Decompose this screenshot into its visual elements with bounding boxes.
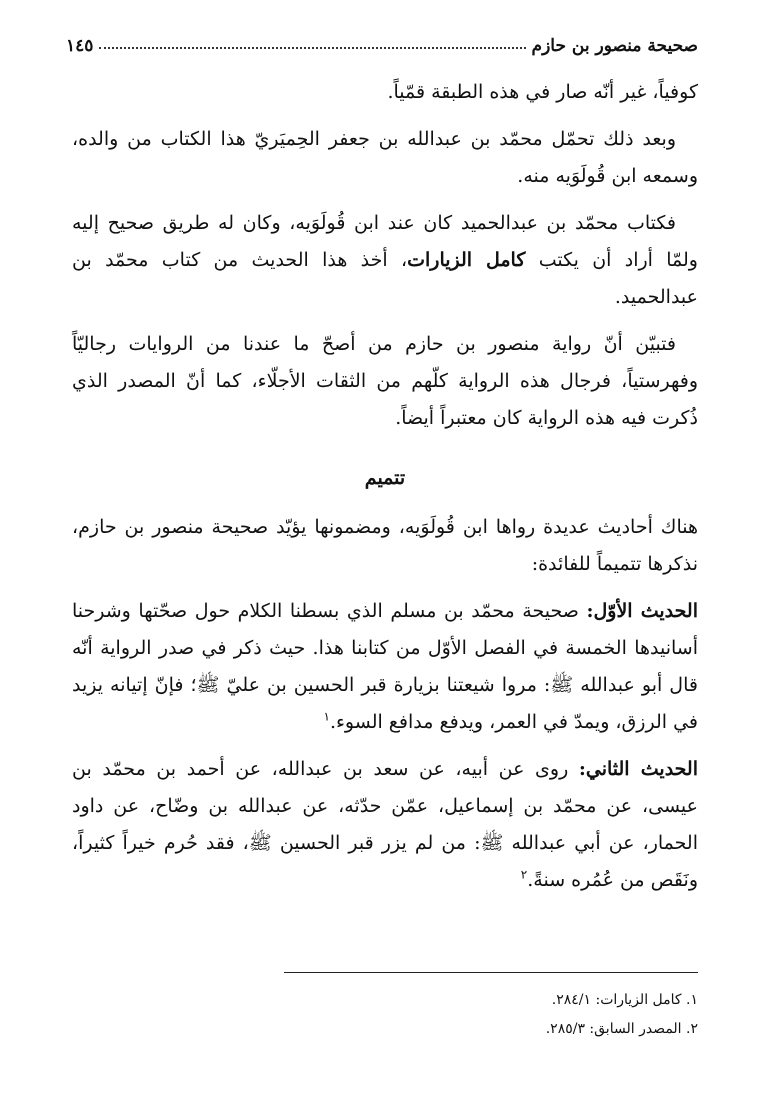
body-text [72,74,698,909]
paragraph-2: وبعد ذلك تحمّل محمّد بن عبدالله بن جعفر الحِميَريّ هذا الكتاب من والده، وسمعه ابن قُولَوَيه منه. [72,128,698,187]
header-dot-leader [99,47,525,49]
hadith-1-label: الحديث الأوّل: [586,600,698,622]
running-header [66,30,698,56]
header-title: صحيحة منصور بن حازم [531,36,698,56]
hadith-1 [72,593,698,741]
footnote-2: ٢. المصدر السابق: ٢٨٥/٣. [545,1021,698,1037]
paragraph-1: كوفياً، غير أنّه صار في هذه الطبقة قمّياً. [387,81,698,103]
hadith-2 [72,751,698,899]
footnote-ref-2: ٢ [520,867,528,882]
hadith-2-text: روى عن أبيه، عن سعد بن عبدالله، عن أحمد بن محمّد بن عيسى، عن محمّد بن إسماعيل، عمّن حدّثه، عن عبدالله بن وضّاح، عن داود الحمار، عن أبي عبدالله ﷺ: من لم يزر قبر الحسين ﷺ، فقد حُرم خيراً كثيراً، ونَقَص من عُمُره سنةً. [72,758,698,891]
hadith-2-label: الحديث الثاني: [578,758,698,780]
paragraph-3 [72,205,698,316]
footnotes [284,986,698,1044]
book-title-kamil: كامل الزيارات [407,249,526,271]
section-heading: تتميم [364,467,406,489]
footnote-ref-1: ١ [323,709,330,724]
footnote-divider [284,972,698,973]
hadith-1-text: صحيحة محمّد بن مسلم الذي بسطنا الكلام حول صحّتها وشرحنا أسانيدها الخمسة في الفصل الأوّل من كتابنا هذا. حيث ذكر في صدر الرواية أنّه قال أبو عبدالله ﷺ: مروا شيعتنا بزيارة قبر الحسين بن عليّ ﷺ؛ فإنّ إتيانه يزيد في الرزق، ويمدّ في العمر، ويدفع مدافع السوء. [72,600,698,733]
footnote-1: ١. كامل الزيارات: ٢٨٤/١. [551,992,698,1008]
paragraph-3-part-a: فكتاب محمّد بن عبدالحميد كان عند ابن قُولَوَيه، وكان له طريق صحيح إليه ولمّا أراد أن يكتب [72,212,698,271]
section-intro: هناك أحاديث عديدة رواها ابن قُولَوَيه، ومضمونها يؤيّد صحيحة منصور بن حازم، نذكرها تتميماً للفائدة: [72,516,698,575]
page-number: ١٤٥ [66,36,94,56]
paragraph-3-part-b: ، أخذ هذا الحديث من كتاب محمّد بن عبدالحميد. [72,249,698,308]
paragraph-4: فتبيّن أنّ رواية منصور بن حازم من أصحّ ما عندنا من الروايات رجاليّاً وفهرستياً، فرجال هذه الرواية كلّهم من الثقات الأجلّاء، كما أنّ المصدر الذي ذُكرت فيه هذه الرواية كان معتبراً أيضاً. [72,333,698,429]
